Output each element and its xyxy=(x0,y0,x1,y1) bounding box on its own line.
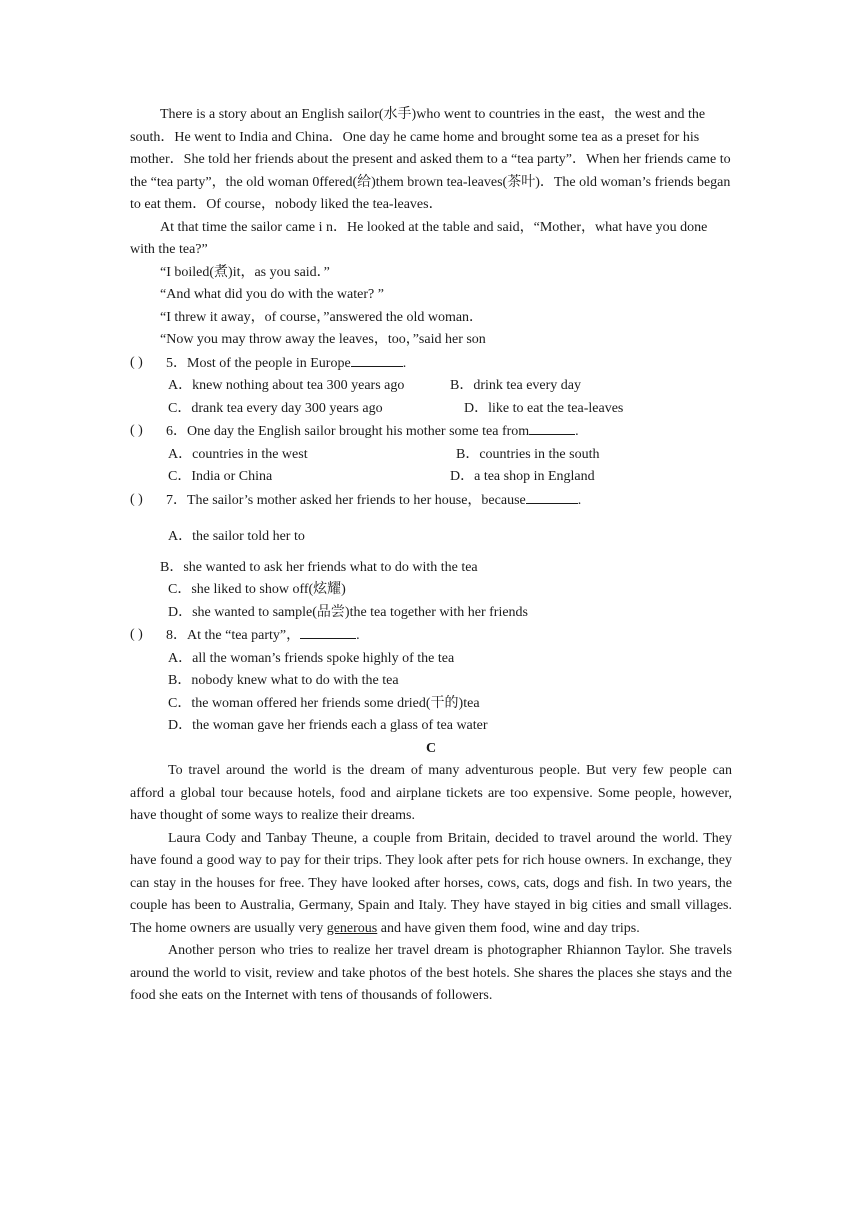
underlined-word: generous xyxy=(326,920,378,936)
options-row xyxy=(130,375,732,398)
passage-paragraph: At that time the sailor came i n．He looked at the table and said，“Mother，what have you done with the tea?” xyxy=(130,219,708,257)
passage-paragraph: To travel around the world is the dream of many adventurous people. But very few people can afford a global tour because hotels, food and airplane tickets are too expensive. Some people, however, have thought of some ways to realize their dreams. xyxy=(130,763,732,823)
answer-bracket[interactable]: ( ) xyxy=(130,491,143,507)
passage-paragraph: Laura Cody and Tanbay Theune, a couple from Britain, decided to travel around the world. They have found a good way to pay for their trips. They look after pets for rich house owners. In exchange, they can stay in the houses for free. They have looked after horses, cows, cats, dogs and fish. In two years, the couple has been to Australia, Germany, Spain and Italy. They have stayed in big cities and small villages. The home owners are usually very generous and have given them food, wine and day trips. xyxy=(130,830,732,936)
option-a: A．the sailor told her to xyxy=(168,529,305,544)
option-c: C．India or China xyxy=(168,469,273,484)
answer-bracket[interactable]: ( ) xyxy=(130,423,143,438)
spacer xyxy=(130,549,732,557)
answer-blank xyxy=(529,420,575,435)
question-stem: 6．One day the English sailor brought his mother some tea from . xyxy=(166,420,579,444)
passage-paragraph: Another person who tries to realize her travel dream is photographer Rhiannon Taylor. She travels around the world to visit, review and take photos of the best hotels. She shares the places she stays and the food she eats on the Internet with tens of thousands of followers. xyxy=(130,943,732,1003)
option-a: A．knew nothing about tea 300 years ago xyxy=(168,378,405,393)
answer-bracket[interactable]: ( ) xyxy=(130,627,143,642)
question-7 xyxy=(130,489,732,513)
options-row xyxy=(130,444,732,467)
option-b: B．nobody knew what to do with the tea xyxy=(168,673,399,688)
option-d: D．she wanted to sample(品尝)the tea together with her friends xyxy=(168,604,529,620)
passage-paragraph: There is a story about an English sailor(水手)who went to countries in the east，the west and the south．He went to India and China．One day he came home and brought some tea as a preset for his mother．She told her friends about the present and asked them to a “tea party”．When her friends came to the “tea party”，the old woman 0ffered(给)them brown tea-leaves(茶叶)．The old woman’s friends began to eat them．Of course，nobody liked the tea-leaves． xyxy=(130,107,731,212)
option-a: A．countries in the west xyxy=(168,446,308,462)
section-heading: C xyxy=(425,740,437,756)
option-d: D．the woman gave her friends each a glass of tea water xyxy=(168,718,488,733)
question-8 xyxy=(130,624,732,648)
question-5 xyxy=(130,352,732,376)
document-page xyxy=(130,104,732,1008)
answer-blank xyxy=(526,489,578,504)
question-stem: 7．The sailor’s mother asked her friends to her house，because . xyxy=(166,489,581,513)
options-row xyxy=(130,398,732,421)
question-stem: 5．Most of the people in Europe . xyxy=(166,352,406,376)
option-b: B．drink tea every day xyxy=(450,378,582,393)
option-d: D．a tea shop in England xyxy=(450,469,595,484)
option-b: B．she wanted to ask her friends what to do with the tea xyxy=(160,559,478,575)
question-6 xyxy=(130,420,732,444)
answer-blank xyxy=(351,352,403,367)
passage-paragraph: “And what did you do with the water? ” xyxy=(160,287,384,302)
answer-blank xyxy=(300,624,356,639)
options-row xyxy=(130,466,732,489)
option-a: A．all the woman’s friends spoke highly of the tea xyxy=(168,650,455,666)
option-c: C．she liked to show off(炫耀) xyxy=(168,582,346,597)
passage-paragraph: “I threw it away，of course，”answered the old woman． xyxy=(160,309,484,325)
option-b: B．countries in the south xyxy=(456,446,600,462)
question-stem: 8．At the “tea party”， . xyxy=(166,624,360,648)
passage-paragraph: “I boiled(煮)it，as you said．” xyxy=(160,264,330,280)
option-d: D．like to eat the tea-leaves xyxy=(464,400,624,416)
passage-paragraph: “Now you may throw away the leaves，too，”said her son xyxy=(160,332,486,347)
spacer xyxy=(130,512,732,526)
option-c: C．drank tea every day 300 years ago xyxy=(168,400,383,416)
answer-bracket[interactable]: ( ) xyxy=(130,354,143,370)
option-c: C．the woman offered her friends some dried(干的)tea xyxy=(168,695,480,711)
